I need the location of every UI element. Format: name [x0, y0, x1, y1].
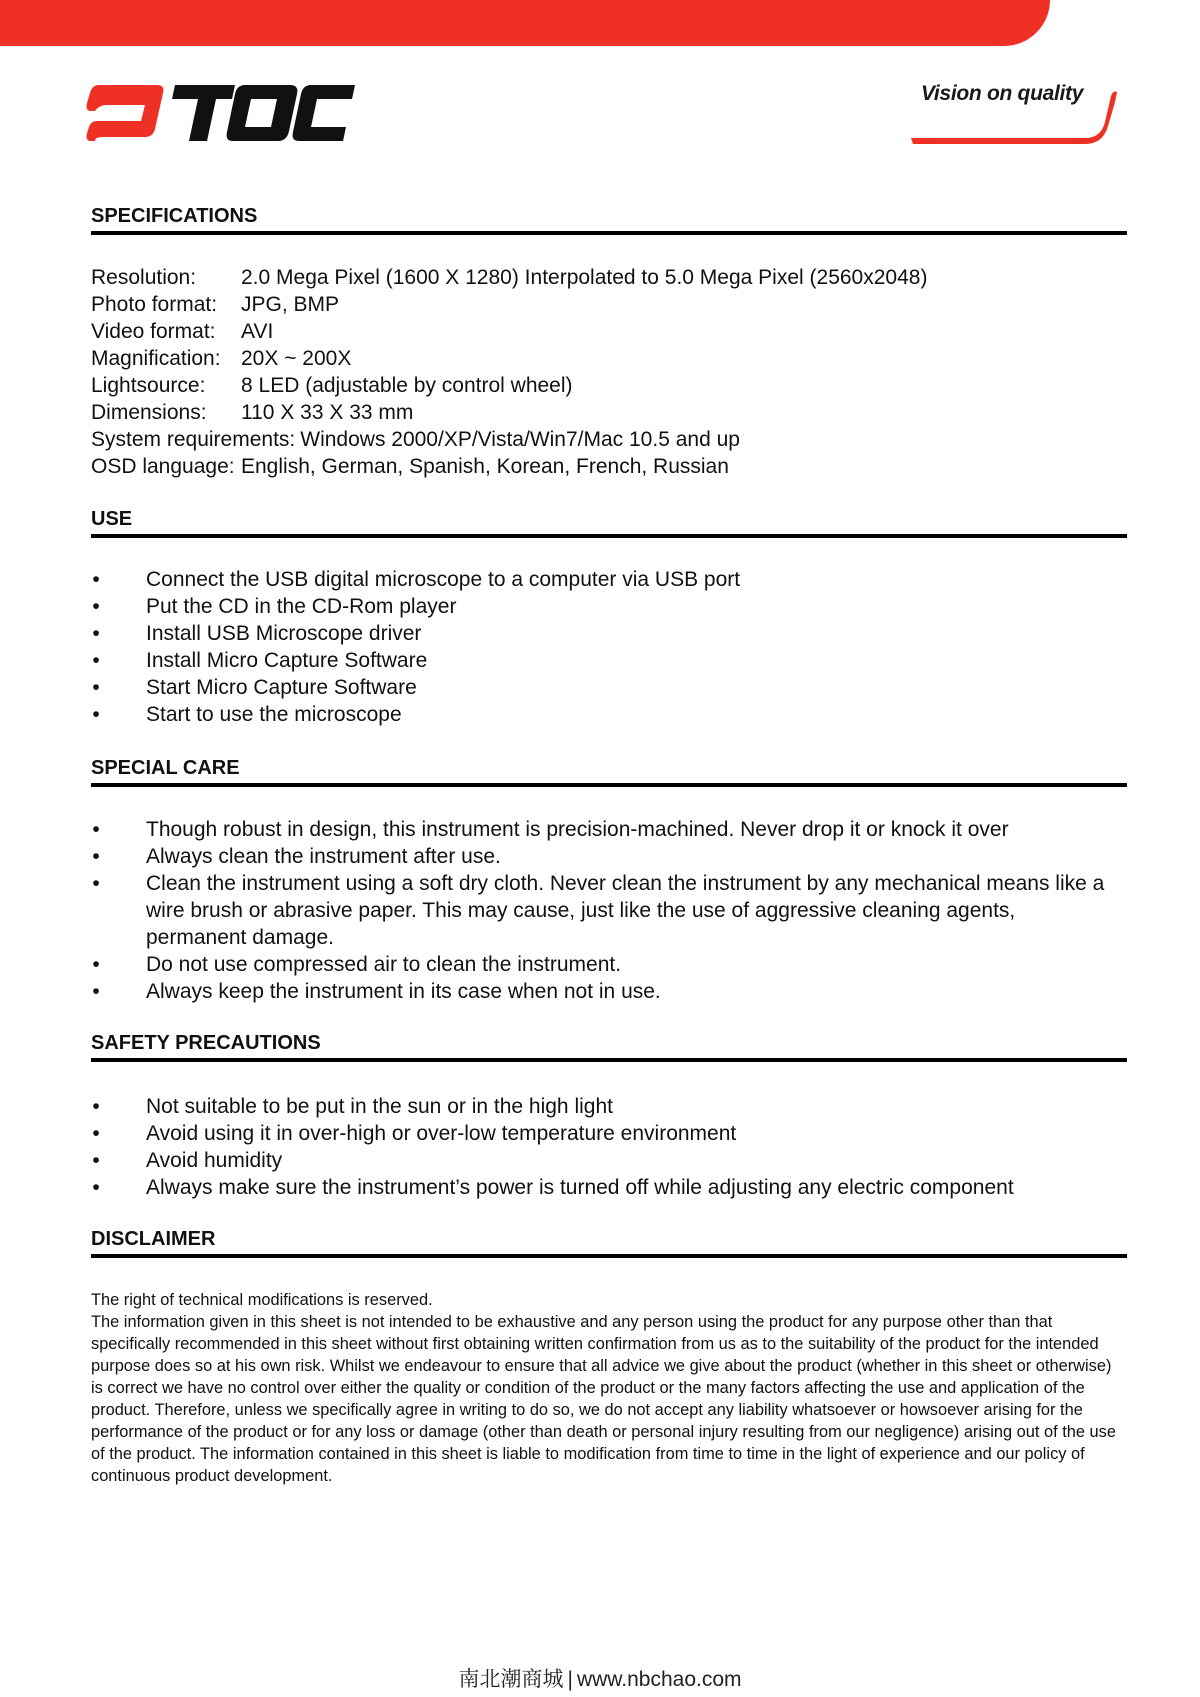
disclaimer-section [91, 1228, 1127, 1258]
spec-value: 8 LED (adjustable by control wheel) [241, 374, 573, 397]
spec-value: JPG, BMP [241, 293, 340, 316]
list-item: • Put the CD in the CD-Rom player [92, 595, 457, 618]
special-care-section [91, 757, 1127, 787]
spec-row [91, 264, 927, 291]
specifications-section [91, 205, 1127, 235]
list-item: • Though robust in design, this instrument is precision-machined. Never drop it or knock it over [92, 818, 1009, 841]
bullet-icon: • [92, 845, 100, 868]
bullet-icon: • [92, 622, 100, 645]
spec-label: Magnification: [91, 347, 221, 370]
list-item: • Start Micro Capture Software [92, 676, 417, 699]
list-item: • Start to use the microscope [92, 703, 402, 726]
bullet-icon: • [92, 703, 100, 726]
header-red-band [0, 0, 1050, 46]
spec-label: Dimensions: [91, 401, 207, 424]
list-item: • Do not use compressed air to clean the instrument. [92, 953, 622, 976]
section-divider [91, 1058, 1127, 1062]
list-item: • Install USB Microscope driver [92, 622, 422, 645]
bullet-icon: • [92, 980, 100, 1003]
section-title: SPECIAL CARE [91, 757, 240, 779]
bullet-icon: • [92, 1176, 100, 1199]
safety-list [91, 1093, 1121, 1201]
tagline-mark [905, 80, 1125, 146]
spec-value: 20X ~ 200X [241, 347, 352, 370]
spec-value: 110 X 33 X 33 mm [241, 401, 414, 424]
list-item: • Avoid humidity [92, 1149, 283, 1172]
list-item: • Not suitable to be put in the sun or in the high light [92, 1095, 613, 1118]
list-item: • Avoid using it in over-high or over-low temperature environment [92, 1122, 737, 1145]
spec-row [91, 318, 927, 345]
use-section [91, 508, 1127, 538]
spec-row [91, 291, 927, 318]
disclaimer-body: The information given in this sheet is not intended to be exhaustive and any person using the product for any purpose other than that specifically recommended in this sheet without first obtaining written confirmation from us as to the suitability of the product for the intended purpose does so at his own risk. Whilst we endeavour to ensure that all advice we give about the product (whether in this sheet or otherwise) is correct we have no control over either the quality or condition of the product or the many factors affecting the use and application of the product. Therefore, unless we specifically agree in writing to do so, we do not accept any liability whatsoever or howsoever arising for the performance of the product or for any loss or damage (other than death or personal injury resulting from our negligence) arising out of the use of the product. The information contained in this sheet is liable to modification from time to time in the light of experience and our policy of continuous product development. [91, 1313, 1116, 1485]
logo-red-mark-icon [87, 85, 164, 141]
disclaimer-text [91, 1289, 1127, 1487]
section-divider [91, 783, 1127, 787]
bullet-icon: • [92, 1095, 100, 1118]
section-title: SPECIFICATIONS [91, 205, 258, 227]
section-divider [91, 231, 1127, 235]
spec-label: Photo format: [91, 293, 218, 316]
spec-row [91, 453, 927, 480]
footer-separator: | [567, 1668, 573, 1691]
spec-row [91, 372, 927, 399]
special-care-list [91, 816, 1121, 1005]
bullet-icon: • [92, 872, 100, 895]
spec-value: Windows 2000/XP/Vista/Win7/Mac 10.5 and up [300, 428, 740, 451]
tqc-logo [85, 83, 355, 145]
list-item: • Always make sure the instrument’s power is turned off while adjusting any electric component [92, 1176, 1014, 1199]
section-title: SAFETY PRECAUTIONS [91, 1032, 321, 1054]
footer-url[interactable]: www.nbchao.com [576, 1668, 742, 1691]
bullet-icon: • [92, 953, 100, 976]
spec-label: Lightsource: [91, 374, 206, 397]
spec-label: OSD language: [91, 455, 235, 478]
section-title: DISCLAIMER [91, 1228, 216, 1250]
list-item: • Clean the instrument using a soft dry cloth. Never clean the instrument by any mechanical means like a wire brush or abrasive paper. This may cause, just like the use of aggressive cleaning agents, permanent damage. [92, 872, 1105, 949]
section-divider [91, 1254, 1127, 1258]
bullet-icon: • [92, 1122, 100, 1145]
spec-label: Video format: [91, 320, 216, 343]
spec-label: System requirements: [91, 428, 296, 451]
use-list [91, 566, 1121, 728]
spec-value: English, German, Spanish, Korean, French, Russian [241, 455, 729, 478]
footer [0, 1663, 1200, 1693]
bullet-icon: • [92, 818, 100, 841]
safety-section [91, 1032, 1127, 1062]
list-item: • Always clean the instrument after use. [92, 845, 501, 868]
list-item: • Install Micro Capture Software [92, 649, 428, 672]
spec-list [91, 264, 927, 480]
section-divider [91, 534, 1127, 538]
spec-value: 2.0 Mega Pixel (1600 X 1280) Interpolated to 5.0 Mega Pixel (2560x2048) [241, 266, 928, 289]
footer-site-name: 南北潮商城 [458, 1668, 564, 1691]
spec-row [91, 426, 927, 453]
list-item: • Connect the USB digital microscope to a computer via USB port [92, 568, 741, 591]
tagline-text: Vision on quality [921, 82, 1084, 105]
bullet-icon: • [92, 595, 100, 618]
spec-value: AVI [241, 320, 274, 343]
disclaimer-line: The right of technical modifications is reserved. [91, 1291, 433, 1309]
list-item: • Always keep the instrument in its case when not in use. [92, 980, 661, 1003]
bullet-icon: • [92, 1149, 100, 1172]
spec-row [91, 345, 927, 372]
bullet-icon: • [92, 676, 100, 699]
spec-row [91, 399, 927, 426]
section-title: USE [91, 508, 133, 530]
bullet-icon: • [92, 568, 100, 591]
bullet-icon: • [92, 649, 100, 672]
spec-label: Resolution: [91, 266, 197, 289]
